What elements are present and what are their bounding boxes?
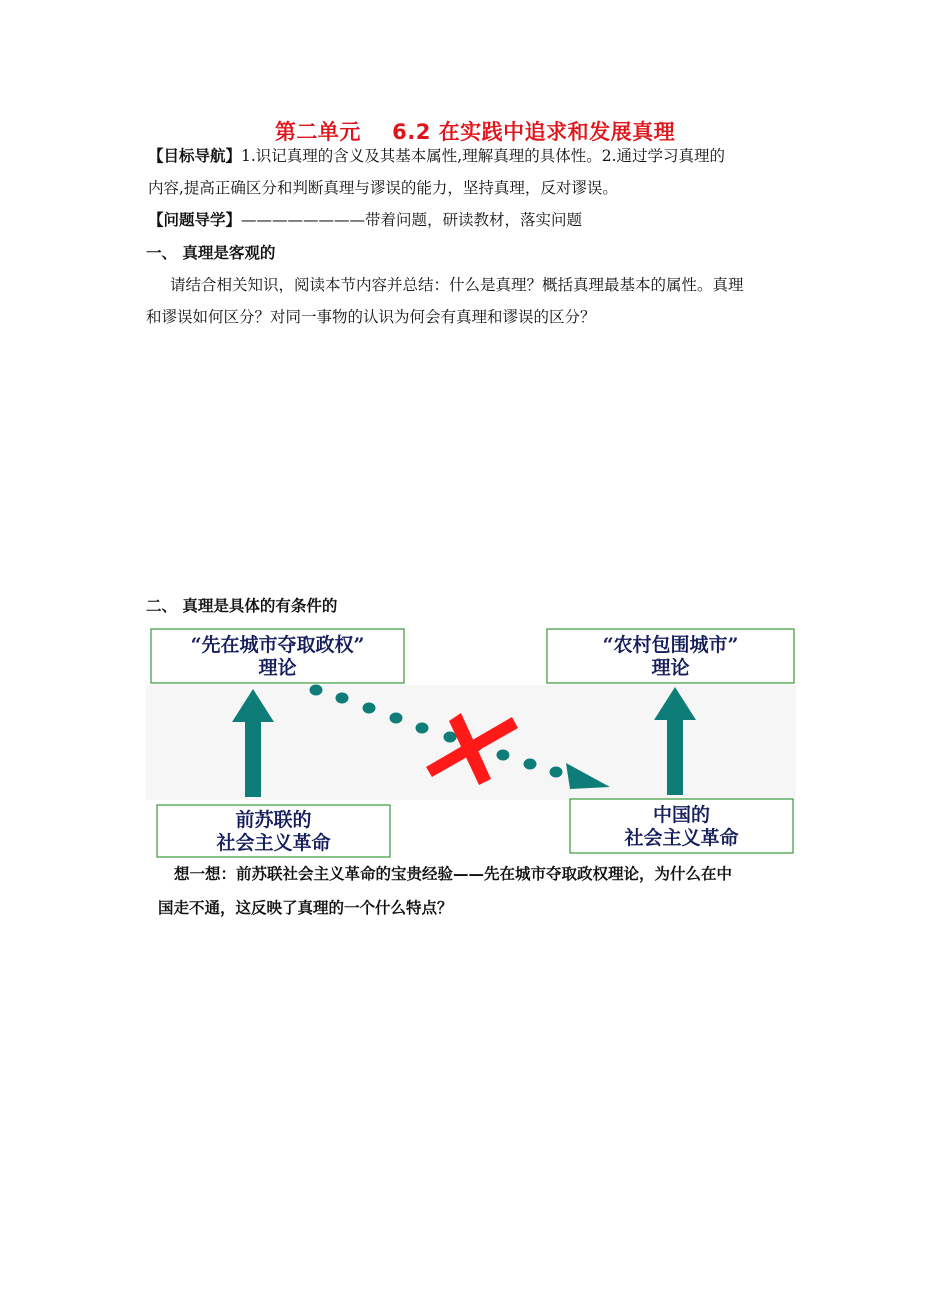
section1-heading: 一、 真理是客观的: [146, 244, 276, 262]
objective-tag: 【目标导航】: [148, 147, 242, 165]
box-top-right-line2: 理论: [651, 657, 690, 679]
truth-diagram: [146, 625, 796, 860]
box-top-right-text: [547, 634, 794, 680]
box-bottom-right-line2: 社会主义革命: [624, 827, 739, 849]
guide-text: ————————带着问题，研读教材，落实问题: [241, 211, 583, 229]
guide-tag: 【问题导学】: [148, 211, 242, 229]
box-top-left-text: [151, 634, 404, 680]
box-bottom-left-line1: 前苏联的: [235, 809, 312, 831]
section1-question-2: 和谬误如何区分？对同一事物的认识为何会有真理和谬误的区分？: [146, 308, 596, 326]
box-bottom-left-text: [157, 809, 390, 855]
section1-question-1: 请结合相关知识，阅读本节内容并总结：什么是真理？概括真理最基本的属性。真理: [170, 276, 744, 294]
page-title: 第二单元 6.2 在实践中追求和发展真理: [274, 120, 676, 144]
box-top-right-line1: “农村包围城市”: [602, 634, 739, 656]
objective-line-2: 内容,提高正确区分和判断真理与谬误的能力，坚持真理，反对谬误。: [148, 179, 618, 197]
section2-heading: 二、 真理是具体的有条件的: [146, 597, 338, 615]
think-question-2: 国走不通，这反映了真理的一个什么特点？: [158, 899, 453, 917]
box-bottom-right-text: [570, 804, 793, 850]
objective-line-1: [148, 146, 725, 166]
guide-line: [148, 210, 582, 230]
objective-text-1: 1.识记真理的含义及其基本属性,理解真理的具体性。2.通过学习真理的: [241, 147, 726, 165]
box-top-left-line2: 理论: [258, 657, 297, 679]
box-top-left-line1: “先在城市夺取政权”: [190, 634, 365, 656]
box-bottom-left-line2: 社会主义革命: [216, 832, 331, 854]
box-bottom-right-line1: 中国的: [652, 804, 710, 826]
think-question-1: 想一想：前苏联社会主义革命的宝贵经验——先在城市夺取政权理论，为什么在中: [174, 865, 733, 883]
